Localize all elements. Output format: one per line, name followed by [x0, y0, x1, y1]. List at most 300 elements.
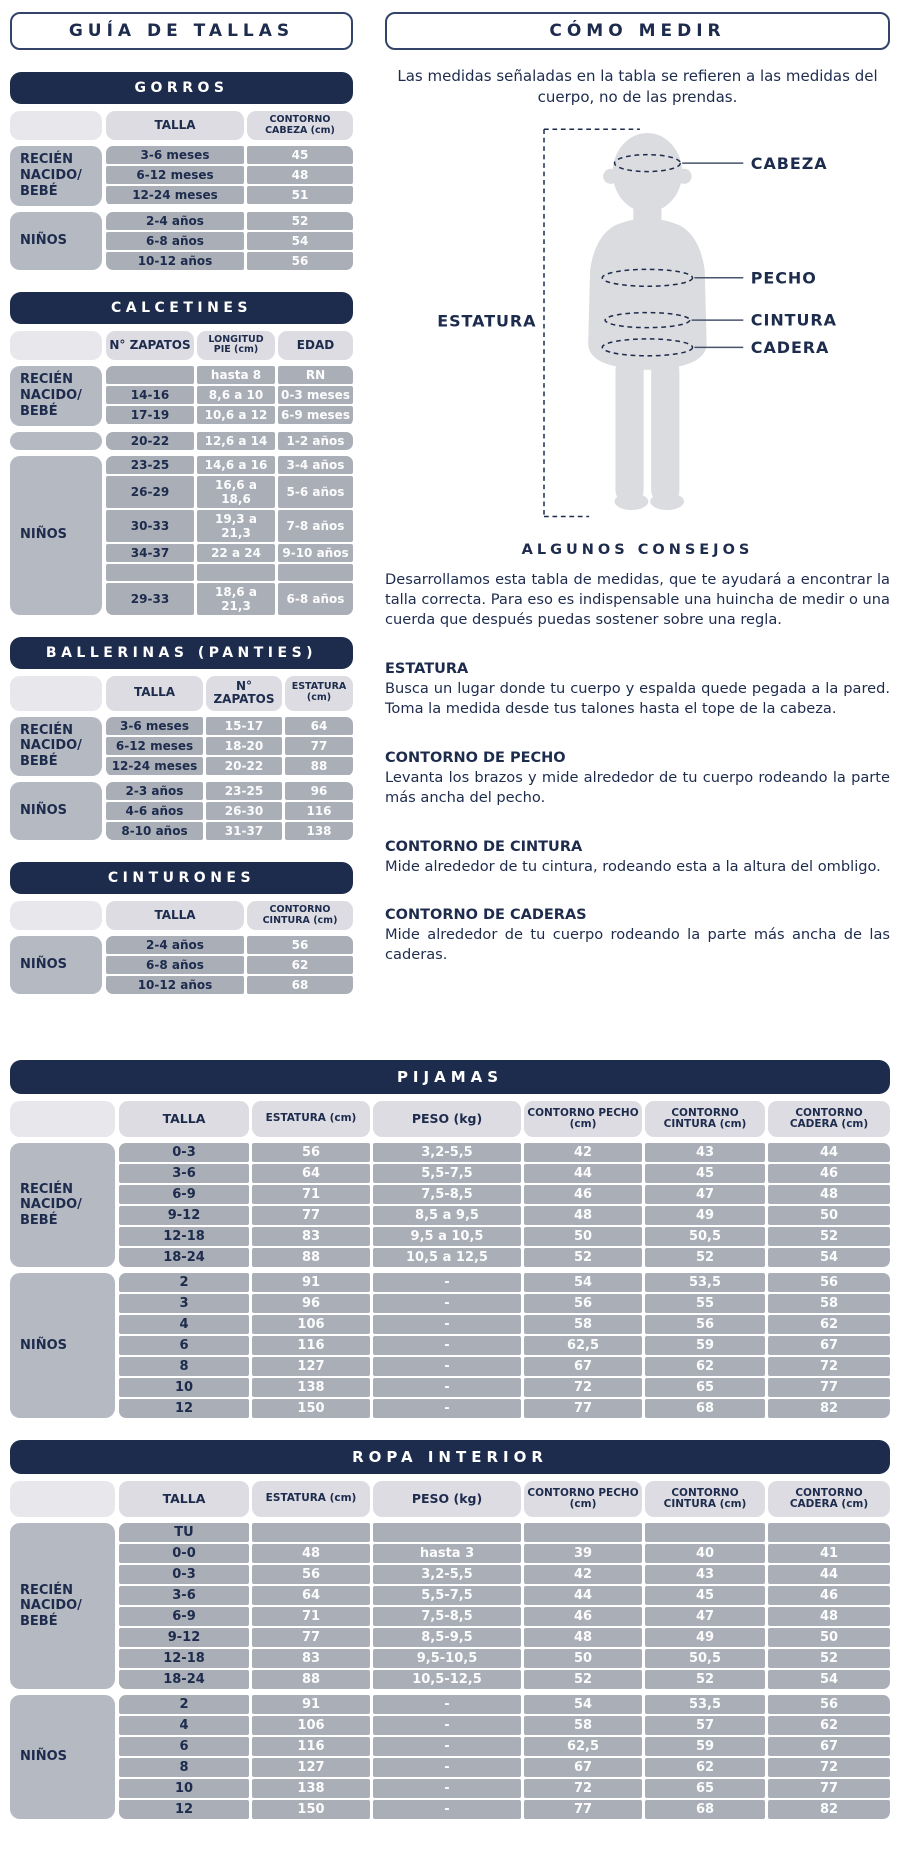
table-cell: 57 [645, 1716, 765, 1735]
table-cell: 8,6 a 10 [197, 386, 275, 404]
table-cell: 17-19 [106, 406, 194, 424]
table-cell: - [373, 1779, 521, 1798]
table-row [106, 757, 353, 775]
table-cell: 106 [252, 1315, 370, 1334]
table-cell: 1-2 años [278, 432, 353, 450]
table-cell: 48 [524, 1206, 642, 1225]
table-row [106, 456, 353, 474]
table-cell: 0-3 meses [278, 386, 353, 404]
table-cell: 8-10 años [106, 822, 203, 840]
calcetines-title-bar: CALCETINES [10, 292, 353, 324]
column-header: TALLA [119, 1101, 249, 1137]
table-cell: 116 [252, 1737, 370, 1756]
table-cell: 65 [645, 1378, 765, 1397]
table-cell: 50 [768, 1206, 890, 1225]
table-group [10, 1523, 890, 1689]
tip-text: Mide alrededor de tu cuerpo rodeando la parte más ancha de las caderas. [385, 925, 890, 964]
table-row [106, 252, 353, 270]
table-cell: 54 [524, 1695, 642, 1714]
how-to-measure-column [385, 12, 890, 994]
table-cell: 77 [524, 1800, 642, 1819]
corner-chip [10, 1481, 115, 1517]
table-cell: 48 [768, 1185, 890, 1204]
table-cell: 56 [252, 1143, 370, 1162]
table-cell: 0-3 [119, 1565, 249, 1584]
table-cell: 51 [247, 186, 353, 204]
table-cell: 58 [524, 1315, 642, 1334]
table-cell: 18-24 [119, 1248, 249, 1267]
table-cell: 77 [285, 737, 353, 755]
group-label: RECIÉN NACIDO/ BEBÉ [10, 1143, 115, 1267]
table-cell: 52 [247, 212, 353, 230]
table-cell: 3-6 meses [106, 717, 203, 735]
table-cell: 45 [645, 1586, 765, 1605]
table-row [106, 717, 353, 735]
table-row [119, 1737, 890, 1756]
table-cell: 48 [768, 1607, 890, 1626]
table-cell: 44 [524, 1586, 642, 1605]
group-rows [106, 456, 353, 615]
group-rows [119, 1523, 890, 1689]
table-cell: 5,5-7,5 [373, 1586, 521, 1605]
ropa_interior-title-bar: ROPA INTERIOR [10, 1440, 890, 1474]
table-cell: 12,6 a 14 [197, 432, 275, 450]
table-row [119, 1273, 890, 1292]
table-cell: 88 [285, 757, 353, 775]
column-header: PESO (kg) [373, 1101, 521, 1137]
table-cell: 68 [645, 1399, 765, 1418]
group-rows [106, 717, 353, 777]
table-cell: RN [278, 366, 353, 384]
guide-title: GUÍA DE TALLAS [10, 12, 353, 50]
table-row [119, 1378, 890, 1397]
table-cell: 12-24 meses [106, 757, 203, 775]
table-cell: 7,5-8,5 [373, 1185, 521, 1204]
table-group [10, 1273, 890, 1418]
group-label: RECIÉN NACIDO/ BEBÉ [10, 366, 102, 426]
column-header: CONTORNO CABEZA (cm) [247, 111, 353, 140]
table-cell: 77 [252, 1206, 370, 1225]
group-rows [106, 366, 353, 426]
table-row [106, 510, 353, 542]
table-cell: 53,5 [645, 1273, 765, 1292]
measure-title: CÓMO MEDIR [385, 12, 890, 50]
table-cell: 47 [645, 1185, 765, 1204]
tip-contorno-caderas [385, 907, 890, 966]
table-cell: 10-12 años [106, 252, 244, 270]
table-group [10, 1695, 890, 1819]
gorros-header-row [10, 111, 353, 140]
table-cell: 3-4 años [278, 456, 353, 474]
column-header: N° ZAPATOS [106, 331, 194, 360]
table-row [106, 782, 353, 800]
table-cell: 29-33 [106, 583, 194, 615]
table-cell: 67 [524, 1357, 642, 1376]
table-cell: 30-33 [106, 510, 194, 542]
calcetines-header-cells [106, 331, 353, 360]
table-cell: 64 [252, 1164, 370, 1183]
column-header: CONTORNO CADERA (cm) [768, 1481, 890, 1517]
table-cell: 43 [645, 1565, 765, 1584]
table-cell: 56 [524, 1294, 642, 1313]
table-cell: 67 [768, 1737, 890, 1756]
table-cell: 68 [645, 1800, 765, 1819]
table-cell: 45 [645, 1164, 765, 1183]
tables-column [10, 12, 353, 994]
table-row [106, 166, 353, 184]
column-header: TALLA [119, 1481, 249, 1517]
table-cell: 9-12 [119, 1206, 249, 1225]
table-cell: 138 [252, 1378, 370, 1397]
consejos-title: ALGUNOS CONSEJOS [521, 541, 754, 558]
table-cell: 91 [252, 1695, 370, 1714]
table-cell: 40 [645, 1544, 765, 1563]
cinturones-title-bar: CINTURONES [10, 862, 353, 894]
table-cell: 39 [524, 1544, 642, 1563]
tip-text: Mide alrededor de tu cintura, rodeando esta a la altura del ombligo. [385, 857, 881, 875]
table-cell [524, 1523, 642, 1542]
group-label: NIÑOS [10, 1273, 115, 1418]
table-cell: - [373, 1695, 521, 1714]
table-cell: 77 [768, 1378, 890, 1397]
table-cell: 31-37 [206, 822, 282, 840]
table-cell: 56 [252, 1565, 370, 1584]
tip-title: CONTORNO DE CINTURA [385, 838, 583, 855]
group-label: NIÑOS [10, 456, 102, 615]
corner-chip [10, 111, 102, 140]
table-cell: 56 [768, 1273, 890, 1292]
table-cell: 71 [252, 1185, 370, 1204]
table-cell: 68 [247, 976, 353, 994]
table-cell: 10,5-12,5 [373, 1670, 521, 1689]
group-label: NIÑOS [10, 782, 102, 840]
table-cell: 127 [252, 1357, 370, 1376]
table-cell: - [373, 1800, 521, 1819]
table-cell: 56 [247, 936, 353, 954]
table-cell: 2 [119, 1695, 249, 1714]
column-header: TALLA [106, 111, 244, 140]
table-cell: 18-24 [119, 1670, 249, 1689]
ropa_interior-header-row [10, 1481, 890, 1517]
table-row [119, 1185, 890, 1204]
table-row [106, 366, 353, 384]
table-row [106, 232, 353, 250]
table-cell: 50,5 [645, 1649, 765, 1668]
group-rows [119, 1695, 890, 1819]
table-row [106, 822, 353, 840]
table-cell: 9,5-10,5 [373, 1649, 521, 1668]
pecho-label: PECHO [750, 268, 817, 288]
table-cell: 12-24 meses [106, 186, 244, 204]
table-cell: 46 [768, 1586, 890, 1605]
table-cell: 50 [524, 1649, 642, 1668]
table-cell: 0-0 [119, 1544, 249, 1563]
table-row [119, 1336, 890, 1355]
table-cell: 2-3 años [106, 782, 203, 800]
cintura-label: CINTURA [750, 310, 837, 330]
measure-intro: Las medidas señaladas en la tabla se refieren a las medidas del cuerpo, no de las prendas. [397, 67, 878, 106]
table-cell: 42 [524, 1565, 642, 1584]
column-header: CONTORNO PECHO (cm) [524, 1101, 642, 1137]
cadera-label: CADERA [750, 337, 829, 357]
tip-title: ESTATURA [385, 660, 469, 677]
table-cell: 62 [768, 1315, 890, 1334]
table-cell: 52 [645, 1670, 765, 1689]
column-header: EDAD [278, 331, 353, 360]
group-label: RECIÉN NACIDO/ BEBÉ [10, 146, 102, 206]
table-row [106, 544, 353, 562]
table-cell: 26-30 [206, 802, 282, 820]
table-cell: 6-9 meses [278, 406, 353, 424]
table-row [106, 476, 353, 508]
table-cell: 127 [252, 1758, 370, 1777]
table-cell: 8,5 a 9,5 [373, 1206, 521, 1225]
ropa_interior-header-cells [119, 1481, 890, 1517]
group-rows [106, 146, 353, 206]
table-row [119, 1248, 890, 1267]
table-row [119, 1800, 890, 1819]
table-row [119, 1716, 890, 1735]
table-cell: 15-17 [206, 717, 282, 735]
group-label: NIÑOS [10, 1695, 115, 1819]
table-cell: 54 [768, 1670, 890, 1689]
table-cell: 20-22 [206, 757, 282, 775]
table-cell: 54 [247, 232, 353, 250]
column-header: CONTORNO CINTURA (cm) [645, 1481, 765, 1517]
table-row [106, 737, 353, 755]
table-row [106, 432, 353, 450]
table-cell: - [373, 1294, 521, 1313]
table-cell: 47 [645, 1607, 765, 1626]
table-cell: 58 [524, 1716, 642, 1735]
table-cell [373, 1523, 521, 1542]
table-cell [197, 564, 275, 581]
table-cell: 64 [252, 1586, 370, 1605]
table-cell [768, 1523, 890, 1542]
table-cell [106, 366, 194, 384]
table-cell: 62,5 [524, 1737, 642, 1756]
table-row [106, 976, 353, 994]
table-cell: 12-18 [119, 1649, 249, 1668]
table-cell: 52 [768, 1649, 890, 1668]
corner-chip [10, 901, 102, 930]
table-cell: 50 [768, 1628, 890, 1647]
table-row [106, 956, 353, 974]
table-cell: 4 [119, 1315, 249, 1334]
table-row [119, 1670, 890, 1689]
table-group [10, 717, 353, 777]
table-row [119, 1227, 890, 1246]
table-cell: 91 [252, 1273, 370, 1292]
table-cell: 83 [252, 1227, 370, 1246]
table-row [106, 146, 353, 164]
table-cell: 71 [252, 1607, 370, 1626]
table-cell: 52 [524, 1670, 642, 1689]
table-cell: 88 [252, 1248, 370, 1267]
table-row [119, 1143, 890, 1162]
table-cell: 5-6 años [278, 476, 353, 508]
group-rows [119, 1143, 890, 1267]
calcetines-header-row [10, 331, 353, 360]
table-row [106, 936, 353, 954]
table-row [119, 1695, 890, 1714]
table-cell: 7-8 años [278, 510, 353, 542]
table-cell: 3,2-5,5 [373, 1565, 521, 1584]
table-cell: 18,6 a 21,3 [197, 583, 275, 615]
table-cell [106, 564, 194, 581]
corner-chip [10, 676, 102, 711]
pijamas-header-row [10, 1101, 890, 1137]
table-cell: hasta 3 [373, 1544, 521, 1563]
table-cell: 9-10 años [278, 544, 353, 562]
table-cell: 19,3 a 21,3 [197, 510, 275, 542]
table-cell: 4-6 años [106, 802, 203, 820]
table-cell: 56 [768, 1695, 890, 1714]
group-label: RECIÉN NACIDO/ BEBÉ [10, 717, 102, 777]
table-cell: 23-25 [106, 456, 194, 474]
table-cell: 116 [252, 1336, 370, 1355]
table-cell: 62,5 [524, 1336, 642, 1355]
table-cell: 8,5-9,5 [373, 1628, 521, 1647]
table-cell: 10,5 a 12,5 [373, 1248, 521, 1267]
table-cell: - [373, 1336, 521, 1355]
table-cell: 42 [524, 1143, 642, 1162]
tip-text: Levanta los brazos y mide alrededor de tu cuerpo rodeando la parte más ancha del pecho. [385, 768, 890, 807]
table-cell: 65 [645, 1779, 765, 1798]
table-cell: 50,5 [645, 1227, 765, 1246]
table-cell: 16,6 a 18,6 [197, 476, 275, 508]
table-cell: 20-22 [106, 432, 194, 450]
column-header: ESTATURA (cm) [252, 1101, 370, 1137]
table-cell: 96 [252, 1294, 370, 1313]
table-cell: 77 [252, 1628, 370, 1647]
table-cell [645, 1523, 765, 1542]
table-group [10, 782, 353, 840]
table-cell: 45 [247, 146, 353, 164]
column-header: CONTORNO CINTURA (cm) [247, 901, 353, 930]
pijamas-header-cells [119, 1101, 890, 1137]
table-cell: 12 [119, 1800, 249, 1819]
column-header: CONTORNO CADERA (cm) [768, 1101, 890, 1137]
table-cell: 106 [252, 1716, 370, 1735]
table-cell: - [373, 1315, 521, 1334]
table-row [119, 1607, 890, 1626]
table-row [106, 212, 353, 230]
table-cell: 72 [768, 1357, 890, 1376]
table-cell: 52 [768, 1227, 890, 1246]
table-cell: 49 [645, 1206, 765, 1225]
table-row [119, 1628, 890, 1647]
column-header: TALLA [106, 901, 244, 930]
table-cell: 8 [119, 1758, 249, 1777]
table-cell: 59 [645, 1336, 765, 1355]
table-row [119, 1565, 890, 1584]
group-rows [106, 936, 353, 994]
gorros-title-bar: GORROS [10, 72, 353, 104]
table-row [119, 1544, 890, 1563]
group-rows [106, 782, 353, 840]
table-cell: 52 [645, 1248, 765, 1267]
table-cell [252, 1523, 370, 1542]
table-cell: 10 [119, 1779, 249, 1798]
table-cell: 48 [247, 166, 353, 184]
table-cell: 3 [119, 1294, 249, 1313]
table-row [106, 406, 353, 424]
ballerinas-header-row [10, 676, 353, 711]
table-cell: 150 [252, 1800, 370, 1819]
tip-estatura [385, 661, 890, 720]
estatura-label: ESTATURA [436, 311, 536, 331]
table-cell: 6-9 [119, 1185, 249, 1204]
table-cell: 9,5 a 10,5 [373, 1227, 521, 1246]
table-cell: 7,5-8,5 [373, 1607, 521, 1626]
table-cell: 56 [247, 252, 353, 270]
table-cell: - [373, 1758, 521, 1777]
table-row [106, 186, 353, 204]
table-cell: 82 [768, 1399, 890, 1418]
tip-contorno-cintura [385, 839, 890, 877]
table-cell: 67 [768, 1336, 890, 1355]
table-cell: 96 [285, 782, 353, 800]
table-cell: 52 [524, 1248, 642, 1267]
group-label: NIÑOS [10, 936, 102, 994]
table-cell: 26-29 [106, 476, 194, 508]
table-cell: 2-4 años [106, 936, 244, 954]
table-cell: 10 [119, 1378, 249, 1397]
pijamas-title-bar: PIJAMAS [10, 1060, 890, 1094]
table-cell: 116 [285, 802, 353, 820]
table-cell: 6-8 años [106, 232, 244, 250]
group-label [10, 432, 102, 450]
group-label: NIÑOS [10, 212, 102, 270]
table-cell: 83 [252, 1649, 370, 1668]
table-cell: 3,2-5,5 [373, 1143, 521, 1162]
table-cell: 138 [252, 1779, 370, 1798]
table-cell: 62 [247, 956, 353, 974]
table-cell [278, 564, 353, 581]
table-group [10, 146, 353, 206]
tip-title: CONTORNO DE CADERAS [385, 906, 587, 923]
table-cell: 138 [285, 822, 353, 840]
table-cell: 2-4 años [106, 212, 244, 230]
table-cell: TU [119, 1523, 249, 1542]
table-cell: 53,5 [645, 1695, 765, 1714]
table-cell: 56 [645, 1315, 765, 1334]
group-rows [106, 432, 353, 450]
ropa-interior-table [10, 1440, 890, 1819]
tip-text: Busca un lugar donde tu cuerpo y espalda quede pegada a la pared. Toma la medida desde tus talones hasta el tope de la cabeza. [385, 679, 890, 718]
tip-title: CONTORNO DE PECHO [385, 749, 566, 766]
table-cell: - [373, 1378, 521, 1397]
table-cell: 34-37 [106, 544, 194, 562]
table-group [10, 936, 353, 994]
column-header: CONTORNO CINTURA (cm) [645, 1101, 765, 1137]
table-row [119, 1523, 890, 1542]
table-cell: 46 [524, 1185, 642, 1204]
table-row [106, 386, 353, 404]
tip-contorno-pecho [385, 750, 890, 809]
ballerinas-title-bar: BALLERINAS (PANTIES) [10, 637, 353, 669]
table-cell: 72 [768, 1758, 890, 1777]
table-cell: 3-6 meses [106, 146, 244, 164]
table-cell: 64 [285, 717, 353, 735]
column-header: TALLA [106, 676, 203, 711]
table-cell: 48 [524, 1628, 642, 1647]
measure-diagram [385, 118, 890, 532]
table-row [106, 564, 353, 581]
gorros-table [10, 72, 353, 270]
ballerinas-table [10, 637, 353, 840]
